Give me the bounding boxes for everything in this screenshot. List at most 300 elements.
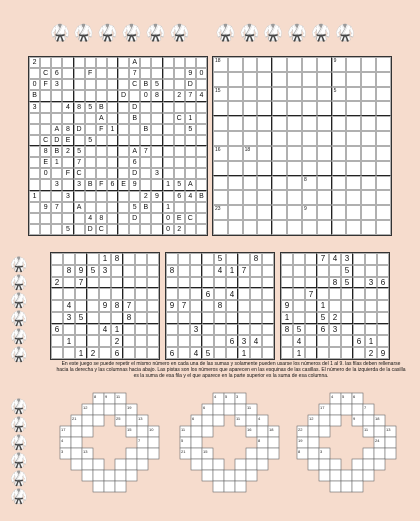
sudoku-cell[interactable] [51, 113, 62, 124]
killer-cell[interactable] [257, 190, 272, 205]
sudoku-cell[interactable] [140, 224, 151, 235]
sudoku-cell[interactable] [118, 191, 129, 202]
sudoku-cell[interactable] [329, 347, 341, 359]
sudoku-cell[interactable] [96, 79, 107, 90]
sudoku-cell[interactable] [74, 90, 85, 101]
killer-cell[interactable] [302, 146, 317, 161]
sudoku-cell[interactable] [353, 324, 365, 336]
sudoku-cell[interactable] [63, 277, 75, 289]
sudoku-cell[interactable]: 2 [29, 57, 40, 68]
sudoku-cell[interactable] [135, 347, 147, 359]
sudoku-cell[interactable]: 7 [305, 288, 317, 300]
kakuro-cell[interactable] [363, 415, 374, 426]
sudoku-cell[interactable] [51, 224, 62, 235]
sudoku-cell[interactable] [74, 191, 85, 202]
sudoku-cell[interactable] [85, 124, 96, 135]
kakuro-cell[interactable] [235, 470, 246, 481]
killer-cell[interactable]: 16 [213, 146, 228, 161]
sudoku-cell[interactable]: D [74, 124, 85, 135]
killer-cell[interactable] [228, 101, 243, 116]
sudoku-cell[interactable] [62, 57, 73, 68]
killer-cell[interactable] [228, 87, 243, 102]
sudoku-cell[interactable] [62, 68, 73, 79]
sudoku-cell[interactable]: 8 [62, 124, 73, 135]
sudoku-cell[interactable]: 3 [62, 191, 73, 202]
sudoku-cell[interactable] [151, 113, 162, 124]
sudoku-cell[interactable] [135, 300, 147, 312]
sudoku-cell[interactable]: D [85, 224, 96, 235]
sudoku-cell[interactable]: 4 [329, 253, 341, 265]
sudoku-cell[interactable] [341, 300, 353, 312]
sudoku-cell[interactable] [250, 347, 262, 359]
sudoku-cell[interactable] [151, 179, 162, 190]
sudoku-cell[interactable] [196, 113, 207, 124]
sudoku-cell[interactable] [238, 253, 250, 265]
kakuro-cell[interactable] [352, 459, 363, 470]
killer-cell[interactable] [287, 57, 302, 72]
sudoku-cell[interactable] [214, 312, 226, 324]
sudoku-cell[interactable] [262, 265, 274, 277]
sudoku-cell[interactable] [341, 312, 353, 324]
kakuro-cell[interactable] [235, 481, 246, 492]
sudoku-cell[interactable] [99, 277, 111, 289]
sudoku-cell[interactable] [123, 277, 135, 289]
kakuro-cell[interactable] [148, 448, 159, 459]
sudoku-cell[interactable]: 5 [185, 124, 196, 135]
sudoku-cell[interactable]: 7 [317, 253, 329, 265]
killer-cell[interactable] [302, 57, 317, 72]
kakuro-cell[interactable] [191, 437, 202, 448]
sudoku-cell[interactable] [174, 102, 185, 113]
killer-cell[interactable] [243, 116, 258, 131]
sudoku-cell[interactable]: 7 [238, 265, 250, 277]
sudoku-cell[interactable] [96, 68, 107, 79]
sudoku-cell[interactable] [85, 79, 96, 90]
kakuro-cell[interactable] [341, 481, 352, 492]
killer-cell[interactable] [376, 146, 391, 161]
sudoku-cell[interactable]: 6 [129, 157, 140, 168]
killer-cell[interactable] [361, 190, 376, 205]
sudoku-cell[interactable]: 8 [329, 277, 341, 289]
sudoku-cell[interactable]: A [74, 202, 85, 213]
sudoku-cell[interactable] [262, 277, 274, 289]
sudoku-cell[interactable]: 3 [51, 179, 62, 190]
sudoku-cell[interactable] [29, 202, 40, 213]
sudoku-cell[interactable] [29, 146, 40, 157]
sudoku-cell[interactable] [353, 312, 365, 324]
killer-cell[interactable] [317, 72, 332, 87]
killer-cell[interactable] [287, 220, 302, 235]
sudoku-cell[interactable] [123, 288, 135, 300]
kakuro-cell[interactable] [104, 481, 115, 492]
sudoku-cell[interactable] [111, 265, 123, 277]
killer-cell[interactable] [332, 176, 347, 191]
sudoku-cell[interactable] [96, 157, 107, 168]
kakuro-cell[interactable] [82, 470, 93, 481]
sudoku-cell[interactable]: 0 [163, 213, 174, 224]
sudoku-cell[interactable] [107, 191, 118, 202]
kakuro-cell[interactable] [224, 470, 235, 481]
killer-cell[interactable] [213, 72, 228, 87]
sudoku-cell[interactable]: 7 [140, 146, 151, 157]
sudoku-cell[interactable]: E [40, 157, 51, 168]
killer-cell[interactable] [243, 57, 258, 72]
sudoku-cell[interactable]: 9 [166, 300, 178, 312]
kakuro-cell[interactable] [319, 470, 330, 481]
sudoku-cell[interactable]: 5 [341, 265, 353, 277]
sudoku-cell[interactable] [281, 288, 293, 300]
killer-cell[interactable] [272, 116, 287, 131]
sudoku-cell[interactable] [185, 157, 196, 168]
killer-cell[interactable] [228, 57, 243, 72]
killer-cell[interactable] [317, 205, 332, 220]
sudoku-cell[interactable]: 1 [365, 335, 377, 347]
sudoku-cell[interactable] [147, 265, 159, 277]
sudoku-cell[interactable]: 2 [111, 335, 123, 347]
sudoku-cell[interactable]: 3 [63, 312, 75, 324]
kakuro-cell[interactable] [257, 426, 268, 437]
sudoku-cell[interactable] [190, 288, 202, 300]
kakuro-cell[interactable] [246, 459, 257, 470]
sudoku-cell[interactable]: 6 [107, 179, 118, 190]
sudoku-cell[interactable]: 7 [74, 157, 85, 168]
sudoku-cell[interactable] [87, 324, 99, 336]
killer-cell[interactable] [302, 87, 317, 102]
sudoku-cell[interactable] [281, 277, 293, 289]
killer-cell[interactable] [376, 101, 391, 116]
sudoku-cell[interactable] [196, 157, 207, 168]
kakuro-cell[interactable] [213, 459, 224, 470]
sudoku-cell[interactable]: 1 [317, 300, 329, 312]
sudoku-cell[interactable]: 4 [250, 335, 262, 347]
sudoku-cell[interactable] [129, 191, 140, 202]
sudoku-cell[interactable] [118, 68, 129, 79]
sudoku-cell[interactable]: 6 [111, 347, 123, 359]
killer-cell[interactable] [213, 131, 228, 146]
sudoku-cell[interactable] [96, 135, 107, 146]
kakuro-cell[interactable] [202, 415, 213, 426]
sudoku-cell[interactable] [135, 324, 147, 336]
kakuro-cell[interactable] [213, 470, 224, 481]
sudoku-cell[interactable]: 8 [166, 265, 178, 277]
kakuro-cell[interactable] [191, 448, 202, 459]
sudoku-cell[interactable]: E [118, 179, 129, 190]
killer-cell[interactable]: 9 [332, 57, 347, 72]
sudoku-cell[interactable]: 2 [87, 347, 99, 359]
sudoku-cell[interactable] [353, 265, 365, 277]
killer-cell[interactable] [272, 176, 287, 191]
sudoku-cell[interactable] [202, 312, 214, 324]
killer-cell[interactable] [376, 220, 391, 235]
sudoku-cell[interactable] [174, 79, 185, 90]
kakuro-cell[interactable] [126, 415, 137, 426]
sudoku-cell[interactable] [135, 253, 147, 265]
sudoku-cell[interactable] [163, 157, 174, 168]
kakuro-cell[interactable] [126, 448, 137, 459]
sudoku-cell[interactable]: D [129, 213, 140, 224]
sudoku-cell[interactable] [214, 277, 226, 289]
sudoku-cell[interactable] [196, 168, 207, 179]
sudoku-cell[interactable] [111, 277, 123, 289]
sudoku-cell[interactable]: 1 [281, 312, 293, 324]
sudoku-cell[interactable]: 5 [341, 277, 353, 289]
sudoku-cell[interactable] [147, 347, 159, 359]
sudoku-cell[interactable] [262, 288, 274, 300]
sudoku-cell[interactable]: F [62, 168, 73, 179]
sudoku-cell[interactable] [74, 79, 85, 90]
killer-cell[interactable]: 18 [243, 146, 258, 161]
sudoku-cell[interactable] [163, 146, 174, 157]
sudoku-cell[interactable]: 4 [196, 90, 207, 101]
killer-cell[interactable] [376, 161, 391, 176]
sudoku-cell[interactable] [99, 335, 111, 347]
sudoku-cell[interactable] [305, 312, 317, 324]
sudoku-cell[interactable]: 9 [75, 265, 87, 277]
sudoku-cell[interactable] [151, 124, 162, 135]
sudoku-cell[interactable] [281, 253, 293, 265]
kakuro-cell[interactable] [352, 481, 363, 492]
kakuro-cell[interactable] [71, 426, 82, 437]
killer-cell[interactable] [317, 101, 332, 116]
sudoku-cell[interactable] [140, 57, 151, 68]
kakuro-cell[interactable] [363, 459, 374, 470]
sudoku-cell[interactable]: 1 [99, 253, 111, 265]
sudoku-cell[interactable]: 2 [329, 312, 341, 324]
sudoku-cell[interactable] [129, 124, 140, 135]
kakuro-cell[interactable] [363, 448, 374, 459]
sudoku-cell[interactable] [214, 324, 226, 336]
killer-cell[interactable] [287, 72, 302, 87]
killer-cell[interactable] [361, 131, 376, 146]
sudoku-cell[interactable] [226, 300, 238, 312]
sudoku-cell[interactable] [353, 300, 365, 312]
sudoku-cell[interactable] [51, 191, 62, 202]
sudoku-cell[interactable]: 2 [174, 90, 185, 101]
killer-cell[interactable] [302, 190, 317, 205]
sudoku-cell[interactable] [74, 135, 85, 146]
sudoku-cell[interactable] [163, 124, 174, 135]
sudoku-cell[interactable]: 2 [51, 277, 63, 289]
kakuro-cell[interactable] [330, 459, 341, 470]
sudoku-cell[interactable] [190, 253, 202, 265]
sudoku-cell[interactable] [118, 113, 129, 124]
sudoku-cell[interactable]: 6 [377, 277, 389, 289]
sudoku-cell[interactable] [377, 324, 389, 336]
killer-cell[interactable] [272, 131, 287, 146]
kakuro-cell[interactable] [115, 481, 126, 492]
sudoku-cell[interactable] [250, 288, 262, 300]
sudoku-cell[interactable] [250, 300, 262, 312]
killer-cell[interactable] [346, 146, 361, 161]
sudoku-cell[interactable] [129, 224, 140, 235]
sudoku-cell[interactable]: B [196, 191, 207, 202]
sudoku-cell[interactable] [178, 347, 190, 359]
sudoku-cell[interactable]: C [96, 224, 107, 235]
sudoku-cell[interactable] [96, 202, 107, 213]
sudoku-cell[interactable]: D [129, 102, 140, 113]
killer-cell[interactable] [346, 161, 361, 176]
sudoku-cell[interactable] [214, 347, 226, 359]
sudoku-cell[interactable] [151, 135, 162, 146]
sudoku-cell[interactable]: B [29, 90, 40, 101]
sudoku-cell[interactable]: 7 [75, 277, 87, 289]
sudoku-cell[interactable] [178, 265, 190, 277]
sudoku-cell[interactable]: 6 [317, 324, 329, 336]
sudoku-cell[interactable] [140, 179, 151, 190]
sudoku-cell[interactable] [163, 191, 174, 202]
killer-cell[interactable] [332, 146, 347, 161]
sudoku-cell[interactable] [107, 213, 118, 224]
sudoku-cell[interactable] [365, 312, 377, 324]
kakuro-cell[interactable] [93, 481, 104, 492]
killer-cell[interactable] [257, 131, 272, 146]
killer-cell[interactable] [361, 57, 376, 72]
sudoku-cell[interactable] [147, 300, 159, 312]
sudoku-cell[interactable]: D [129, 168, 140, 179]
sudoku-cell[interactable]: 8 [250, 253, 262, 265]
killer-cell[interactable] [243, 190, 258, 205]
sudoku-cell[interactable] [85, 146, 96, 157]
sudoku-cell[interactable] [163, 102, 174, 113]
killer-cell[interactable] [317, 116, 332, 131]
sudoku-cell[interactable] [140, 102, 151, 113]
sudoku-cell[interactable] [151, 68, 162, 79]
sudoku-cell[interactable] [151, 202, 162, 213]
sudoku-cell[interactable] [96, 191, 107, 202]
sudoku-cell[interactable] [365, 324, 377, 336]
sudoku-cell[interactable] [63, 324, 75, 336]
sudoku-cell[interactable]: B [140, 124, 151, 135]
sudoku-cell[interactable] [62, 157, 73, 168]
sudoku-cell[interactable] [147, 312, 159, 324]
killer-cell[interactable] [302, 131, 317, 146]
sudoku-cell[interactable]: 0 [40, 168, 51, 179]
sudoku-cell[interactable] [178, 277, 190, 289]
sudoku-cell[interactable] [174, 68, 185, 79]
sudoku-cell[interactable] [377, 265, 389, 277]
sudoku-cell[interactable]: 6 [353, 335, 365, 347]
sudoku-cell[interactable] [40, 124, 51, 135]
sudoku-cell[interactable] [196, 213, 207, 224]
killer-cell[interactable] [302, 161, 317, 176]
sudoku-cell[interactable] [123, 265, 135, 277]
sudoku-cell[interactable] [118, 102, 129, 113]
sudoku-cell[interactable]: 5 [87, 265, 99, 277]
killer-cell[interactable] [228, 116, 243, 131]
sudoku-cell[interactable] [174, 135, 185, 146]
sudoku-cell[interactable] [214, 288, 226, 300]
sudoku-cell[interactable] [365, 288, 377, 300]
sudoku-cell[interactable]: 3 [51, 79, 62, 90]
sudoku-cell[interactable] [40, 213, 51, 224]
sudoku-cell[interactable] [202, 324, 214, 336]
kakuro-cell[interactable] [268, 437, 279, 448]
sudoku-cell[interactable] [166, 324, 178, 336]
sudoku-cell[interactable] [147, 277, 159, 289]
sudoku-cell[interactable]: 3 [74, 179, 85, 190]
sudoku-cell[interactable]: 4 [62, 102, 73, 113]
kakuro-cell[interactable] [137, 448, 148, 459]
sudoku-cell[interactable] [317, 288, 329, 300]
killer-cell[interactable] [257, 57, 272, 72]
sudoku-cell[interactable]: 1 [107, 124, 118, 135]
sudoku-cell[interactable]: A [51, 124, 62, 135]
sudoku-cell[interactable]: 7 [129, 68, 140, 79]
sudoku-cell[interactable] [341, 347, 353, 359]
killer-cell[interactable] [257, 87, 272, 102]
kakuro-cell[interactable] [93, 459, 104, 470]
sudoku-cell[interactable]: 6 [166, 347, 178, 359]
sudoku-cell[interactable] [135, 288, 147, 300]
sudoku-cell[interactable] [163, 79, 174, 90]
killer-cell[interactable] [228, 72, 243, 87]
sudoku-cell[interactable] [196, 124, 207, 135]
sudoku-cell[interactable]: 9 [185, 68, 196, 79]
killer-cell[interactable] [346, 116, 361, 131]
sudoku-cell[interactable] [147, 335, 159, 347]
sudoku-cell[interactable]: 3 [190, 324, 202, 336]
sudoku-cell[interactable] [353, 277, 365, 289]
sudoku-cell[interactable]: 1 [75, 347, 87, 359]
sudoku-cell[interactable] [178, 288, 190, 300]
sudoku-cell[interactable] [107, 202, 118, 213]
killer-cell[interactable] [361, 116, 376, 131]
sudoku-cell[interactable] [353, 253, 365, 265]
sudoku-cell[interactable]: 1 [226, 265, 238, 277]
sudoku-cell[interactable]: 3 [341, 253, 353, 265]
sudoku-cell[interactable] [341, 324, 353, 336]
sudoku-cell[interactable] [185, 57, 196, 68]
sudoku-cell[interactable] [190, 277, 202, 289]
killer-cell[interactable] [317, 146, 332, 161]
sudoku-cell[interactable] [317, 347, 329, 359]
sudoku-cell[interactable] [51, 265, 63, 277]
killer-cell[interactable]: 5 [332, 87, 347, 102]
sudoku-cell[interactable] [341, 335, 353, 347]
sudoku-cell[interactable] [250, 324, 262, 336]
sudoku-cell[interactable] [377, 312, 389, 324]
sudoku-cell[interactable] [305, 300, 317, 312]
sudoku-cell[interactable] [87, 335, 99, 347]
sudoku-cell[interactable] [185, 224, 196, 235]
killer-cell[interactable]: 9 [302, 205, 317, 220]
sudoku-cell[interactable] [329, 300, 341, 312]
sudoku-cell[interactable]: 5 [202, 347, 214, 359]
killer-cell[interactable] [287, 176, 302, 191]
kakuro-cell[interactable] [352, 470, 363, 481]
kakuro-cell[interactable] [191, 426, 202, 437]
sudoku-cell[interactable] [62, 179, 73, 190]
sudoku-cell[interactable] [293, 253, 305, 265]
sudoku-cell[interactable]: 1 [111, 324, 123, 336]
sudoku-cell[interactable]: 4 [99, 324, 111, 336]
kakuro-cell[interactable] [93, 415, 104, 426]
killer-cell[interactable] [317, 176, 332, 191]
killer-cell[interactable] [287, 116, 302, 131]
kakuro-cell[interactable] [137, 459, 148, 470]
sudoku-cell[interactable]: 2 [174, 224, 185, 235]
killer-cell[interactable] [332, 72, 347, 87]
sudoku-cell[interactable]: 8 [74, 102, 85, 113]
sudoku-cell[interactable] [196, 57, 207, 68]
killer-cell[interactable] [287, 205, 302, 220]
sudoku-cell[interactable]: 2 [62, 146, 73, 157]
sudoku-cell[interactable] [75, 288, 87, 300]
sudoku-cell[interactable] [293, 312, 305, 324]
killer-cell[interactable]: 15 [213, 87, 228, 102]
kakuro-cell[interactable] [202, 459, 213, 470]
sudoku-cell[interactable] [85, 57, 96, 68]
